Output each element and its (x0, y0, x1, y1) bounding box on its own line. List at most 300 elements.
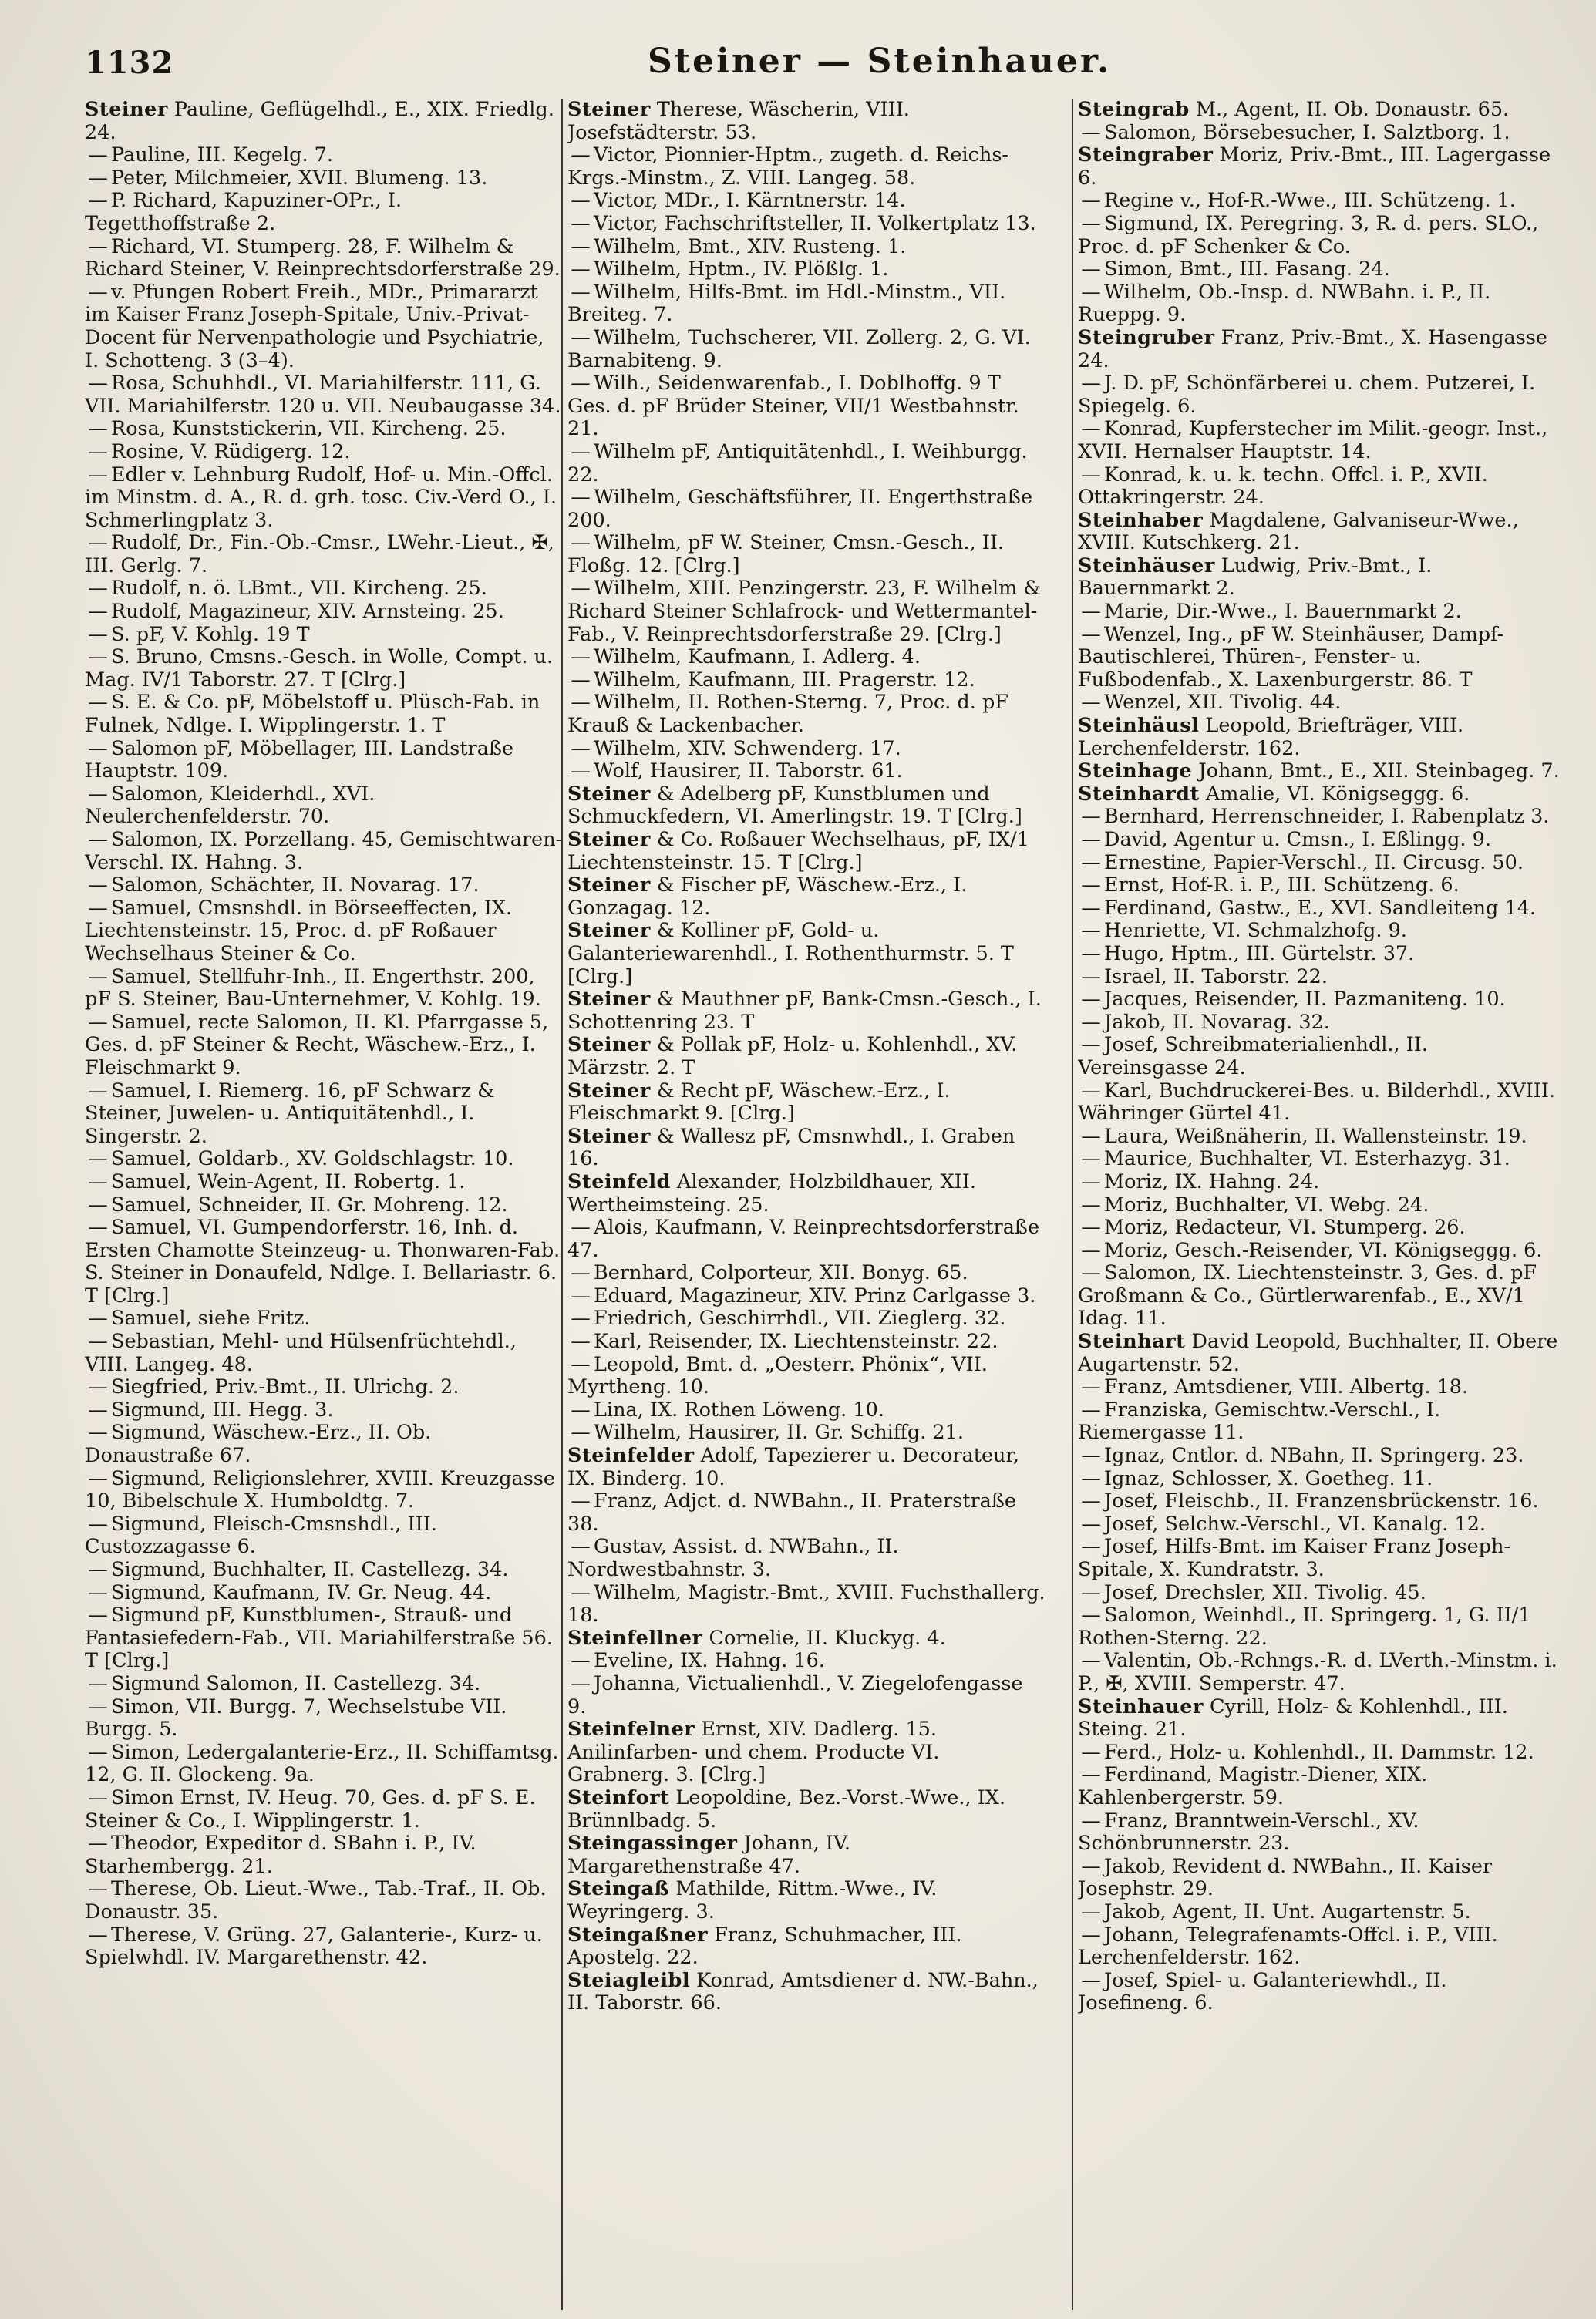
continuation-dash: — (1081, 417, 1101, 441)
directory-entry (85, 577, 563, 601)
continuation-dash: — (1081, 1535, 1101, 1559)
continuation-dash: — (88, 1466, 108, 1490)
entry-text: David Leopold, Buchhalter, II. Obere Augartenstr. 52. (1078, 1330, 1558, 1376)
continuation-dash: — (1081, 622, 1101, 646)
continuation-dash: — (1081, 1261, 1101, 1285)
entry-text: Eduard, Magazineur, XIV. Prinz Carlgasse 3. (594, 1284, 1036, 1308)
directory-entry (85, 1513, 563, 1559)
continuation-dash: — (1081, 850, 1101, 874)
directory-entry (567, 327, 1047, 372)
entry-text: Samuel, Stellfuhr-Inh., II. Engerthstr. 200, pF S. Steiner, Bau-Unternehmer, V. Kohlg. 19. (85, 964, 541, 1011)
entry-text: & Adelberg pF, Kunstblumen und Schmuckfedern, VI. Amerlingstr. 19. T [Clrg.] (567, 782, 1022, 829)
entry-text: Alexander, Holzbildhauer, XII. Wertheimsteing. 25. (567, 1170, 976, 1217)
continuation-dash: — (1081, 691, 1101, 715)
continuation-dash: — (1081, 1580, 1101, 1604)
directory-entry (85, 236, 563, 281)
entry-surname: Steingaßner (567, 1923, 709, 1947)
directory-entry (85, 281, 563, 372)
continuation-dash: — (88, 1398, 108, 1422)
entry-text: Wilhelm, Kaufmann, I. Adlerg. 4. (594, 645, 921, 669)
continuation-dash: — (571, 1489, 591, 1513)
directory-entry (567, 1787, 1047, 1833)
directory-entry (1078, 1262, 1562, 1331)
entry-text: Josef, Spiel- u. Galanteriewhdl., II. Josefineng. 6. (1078, 1968, 1447, 2015)
directory-entry (567, 1627, 1047, 1651)
entry-text: Konrad, k. u. k. techn. Offcl. i. P., XVII. Ottakringerstr. 24. (1078, 463, 1488, 510)
continuation-dash: — (88, 691, 108, 715)
entry-text: Simon, VII. Burgg. 7, Wechselstube VII. Burgg. 5. (85, 1695, 507, 1742)
directory-entry (1078, 1217, 1562, 1240)
entry-text: Jakob, Agent, II. Unt. Augartenstr. 5. (1104, 1900, 1471, 1924)
directory-entry (1078, 1742, 1562, 1765)
directory-entry (1078, 1399, 1562, 1445)
entry-surname: Steiagleibl (567, 1968, 691, 1992)
entry-text: Wilhelm, Bmt., XIV. Rusteng. 1. (594, 234, 907, 258)
entry-text: Laura, Weißnäherin, II. Wallensteinstr. 19. (1104, 1124, 1527, 1148)
directory-entry (1078, 418, 1562, 463)
directory-entry (1078, 806, 1562, 829)
directory-entry (85, 1376, 563, 1399)
entry-surname: Steingruber (1078, 325, 1215, 349)
continuation-dash: — (571, 1535, 591, 1559)
directory-entry (567, 1285, 1047, 1308)
directory-entry (567, 1126, 1047, 1171)
entry-text: Wilh., Seidenwarenfab., I. Doblhoffg. 9 T Ges. d. pF Brüder Steiner, VII/1 Westbahnstr. 21. (567, 372, 1019, 441)
entry-text: Sigmund, Religionslehrer, XVIII. Kreuzgasse 10, Bibelschule X. Humboldtg. 7. (85, 1466, 555, 1513)
entry-text: Johann, Bmt., E., XII. Steinbageg. 7. (1198, 759, 1560, 783)
column-1 (85, 99, 563, 2311)
continuation-dash: — (88, 1671, 108, 1695)
entry-text: Therese, Ob. Lieut.-Wwe., Tab.-Traf., II. Ob. Donaustr. 35. (85, 1877, 547, 1924)
entry-text: Wolf, Hausirer, II. Taborstr. 61. (594, 759, 903, 783)
directory-entry (567, 1718, 1047, 1787)
directory-entry (85, 601, 563, 624)
continuation-dash: — (88, 1832, 108, 1856)
directory-entry (567, 1080, 1047, 1126)
entry-text: Therese, Wäscherin, VIII. Josefstädterstr. 53. (567, 99, 910, 144)
directory-entry (85, 738, 563, 783)
continuation-dash: — (1081, 1512, 1101, 1536)
continuation-dash: — (1081, 988, 1101, 1011)
entry-text: Rosa, Kunststickerin, VII. Kircheng. 25. (111, 417, 507, 441)
entry-text: Jacques, Reisender, II. Pazmaniteng. 10. (1104, 988, 1506, 1011)
continuation-dash: — (88, 1147, 108, 1171)
directory-entry (1078, 1490, 1562, 1513)
continuation-dash: — (571, 1421, 591, 1445)
entry-text: Israel, II. Taborstr. 22. (1104, 964, 1328, 988)
continuation-dash: — (88, 1558, 108, 1581)
entry-text: Salomon, Kleiderhdl., XVI. Neulerchenfelderstr. 70. (85, 782, 375, 829)
directory-entry (567, 920, 1047, 988)
entry-text: Wilhelm, Magistr.-Bmt., XVIII. Fuchsthallerg. 18. (567, 1580, 1045, 1627)
entry-text: Sigmund Salomon, II. Castellezg. 34. (111, 1671, 481, 1695)
entry-text: Salomon, Schächter, II. Novarag. 17. (111, 873, 480, 897)
directory-entry (1078, 1194, 1562, 1217)
entry-text: Samuel, VI. Gumpendorferstr. 16, Inh. d. Ersten Chamotte Steinzeug- u. Thonwaren-Fab. S. Steiner in Donaufeld, Ndlge. I. Bellariastr. 6. T [Clrg.] (85, 1216, 561, 1308)
directory-entry (1078, 852, 1562, 875)
directory-entry (85, 829, 563, 874)
directory-entry (567, 874, 1047, 920)
continuation-dash: — (88, 531, 108, 555)
entry-text: & Wallesz pF, Cmsnwhdl., I. Graben 16. (567, 1124, 1015, 1171)
entry-text: Sigmund, Wäschew.-Erz., II. Ob. Donaustraße 67. (85, 1421, 432, 1468)
continuation-dash: — (88, 189, 108, 213)
entry-text: Wilhelm, Tuchscherer, VII. Zollerg. 2, G. VI. Barnabiteng. 9. (567, 325, 1031, 372)
directory-entry (1078, 1536, 1562, 1581)
directory-entry (567, 1034, 1047, 1079)
directory-entry (85, 1787, 563, 1833)
entry-text: Victor, MDr., I. Kärntnerstr. 14. (594, 189, 906, 213)
entry-text: Wilhelm, XIII. Penzingerstr. 23, F. Wilhelm & Richard Steiner Schlafrock- und Wettermantel-Fab., V. Reinprechtsdorferstraße 29. [Clrg.] (567, 577, 1042, 646)
directory-entry (567, 236, 1047, 259)
continuation-dash: — (1081, 873, 1101, 897)
directory-entry (1078, 624, 1562, 692)
continuation-dash: — (571, 1216, 591, 1240)
entry-surname: Steinfellner (567, 1626, 703, 1650)
entry-text: S. E. & Co. pF, Möbelstoff u. Plüsch-Fab. in Fulnek, Ndlge. I. Wipplingerstr. 1. T (85, 691, 540, 738)
entry-text: Moriz, Gesch.-Reisender, VI. Königseggg. 6. (1104, 1238, 1543, 1262)
continuation-dash: — (1081, 1740, 1101, 1764)
directory-entry (567, 692, 1047, 737)
directory-entry (85, 783, 563, 829)
continuation-dash: — (571, 280, 591, 304)
entry-text: Salomon, IX. Liechtensteinstr. 3, Ges. d. pF Großmann & Co., Gürtlerwarenfab., E., XV/1 Idag. 11. (1078, 1261, 1537, 1331)
entry-text: Wilhelm, Geschäftsführer, II. Engerthstraße 200. (567, 486, 1033, 532)
entry-text: Hugo, Hptm., III. Gürtelstr. 37. (1104, 941, 1415, 965)
directory-entry (1078, 1764, 1562, 1809)
entry-text: & Mauthner pF, Bank-Cmsn.-Gesch., I. Schottenring 23. T (567, 988, 1042, 1034)
continuation-dash: — (88, 463, 108, 486)
entry-text: Salomon pF, Möbellager, III. Landstraße Hauptstr. 109. (85, 736, 514, 783)
continuation-dash: — (571, 645, 591, 669)
directory-entry (567, 532, 1047, 577)
directory-entry (85, 874, 563, 897)
entry-surname: Steinfort (567, 1786, 670, 1809)
entry-text: Lina, IX. Rothen Löweng. 10. (594, 1398, 884, 1422)
continuation-dash: — (1081, 896, 1101, 920)
entry-text: Mathilde, Rittm.-Wwe., IV. Weyringerg. 3. (567, 1877, 938, 1924)
directory-entry (1078, 1650, 1562, 1695)
directory-entry (1078, 1011, 1562, 1035)
directory-entry (1078, 464, 1562, 510)
continuation-dash: — (1081, 805, 1101, 829)
directory-entry (1078, 258, 1562, 281)
entry-text: Johann, IV. Margarethenstraße 47. (567, 1832, 850, 1878)
directory-entry (567, 441, 1047, 486)
directory-entry (85, 1559, 563, 1582)
entry-text: Franz, Branntwein-Verschl., XV. Schönbrunnerstr. 23. (1078, 1809, 1419, 1856)
entry-text: Maurice, Buchhalter, VI. Esterhazyg. 31. (1104, 1147, 1510, 1171)
continuation-dash: — (1081, 1854, 1101, 1878)
entry-text: Samuel, Wein-Agent, II. Robertg. 1. (111, 1170, 466, 1193)
continuation-dash: — (1081, 1398, 1101, 1422)
continuation-dash: — (88, 417, 108, 441)
entry-surname: Steinhäusl (1078, 714, 1200, 738)
continuation-dash: — (1081, 1193, 1101, 1217)
continuation-dash: — (88, 1877, 108, 1901)
continuation-dash: — (88, 1580, 108, 1604)
directory-entry (1078, 760, 1562, 783)
continuation-dash: — (1081, 1238, 1101, 1262)
directory-entry (1078, 1696, 1562, 1742)
entry-text: Theodor, Expeditor d. SBahn i. P., IV. Starhembergg. 21. (85, 1832, 476, 1878)
directory-entry (567, 783, 1047, 829)
continuation-dash: — (571, 325, 591, 349)
entry-text: Wilhelm, Hilfs-Bmt. im Hdl.-Minstm., VII. Breiteg. 7. (567, 280, 1006, 327)
entry-text: Ignaz, Cntlor. d. NBahn, II. Springerg. 23. (1104, 1444, 1524, 1468)
continuation-dash: — (88, 280, 108, 304)
running-head: Steiner — Steinhauer. (648, 42, 1112, 81)
directory-entry (85, 1582, 563, 1605)
directory-entry (1078, 213, 1562, 258)
continuation-dash: — (1081, 1489, 1101, 1513)
entry-surname: Steiner (567, 782, 651, 806)
entry-text: Eveline, IX. Hahng. 16. (594, 1649, 825, 1673)
continuation-dash: — (88, 1375, 108, 1399)
directory-entry (1078, 1034, 1562, 1079)
column-2 (567, 99, 1047, 2311)
entry-text: Ernst, Hof-R. i. P., III. Schützeng. 6. (1104, 873, 1460, 897)
directory-entry (1078, 874, 1562, 897)
directory-entry (1078, 190, 1562, 213)
entry-text: J. D. pF, Schönfärberei u. chem. Putzerei, I. Spiegelg. 6. (1078, 372, 1536, 418)
entry-text: Leopold, Briefträger, VIII. Lerchenfelderstr. 162. (1078, 714, 1464, 760)
directory-entry (85, 144, 563, 167)
entry-text: Sigmund, Kaufmann, IV. Gr. Neug. 44. (111, 1580, 492, 1604)
directory-entry (567, 1490, 1047, 1536)
continuation-dash: — (571, 1352, 591, 1376)
continuation-dash: — (571, 439, 591, 463)
entry-text: Samuel, Schneider, II. Gr. Mohreng. 12. (111, 1193, 508, 1217)
directory-entry (85, 1833, 563, 1878)
directory-entry (1078, 829, 1562, 852)
entry-text: Therese, V. Grüng. 27, Galanterie-, Kurz- u. Spielwhdl. IV. Margarethenstr. 42. (85, 1923, 543, 1970)
continuation-dash: — (88, 1512, 108, 1536)
entry-text: Franz, Adjct. d. NWBahn., II. Praterstraße 38. (567, 1489, 1016, 1536)
directory-entry (85, 1878, 563, 1924)
continuation-dash: — (571, 736, 591, 760)
directory-entry (85, 190, 563, 235)
page-number: 1132 (85, 45, 174, 81)
directory-entry (85, 1308, 563, 1331)
entry-text: Cornelie, II. Kluckyg. 4. (709, 1626, 946, 1650)
directory-entry (567, 144, 1047, 190)
entry-text: Sigmund, Buchhalter, II. Castellezg. 34. (111, 1558, 509, 1581)
entry-text: Adolf, Tapezierer u. Decorateur, IX. Binderg. 10. (567, 1444, 1019, 1490)
directory-entry (567, 738, 1047, 761)
entry-text: Samuel, recte Salomon, II. Kl. Pfarrgasse 5, Ges. d. pF Steiner & Recht, Wäschew.-Erz., I. Fleischmarkt 9. (85, 1010, 549, 1079)
directory-entry (567, 1262, 1047, 1285)
directory-entry (1078, 966, 1562, 989)
continuation-dash: — (88, 1170, 108, 1193)
continuation-dash: — (1081, 1900, 1101, 1924)
entry-text: Konrad, Amtsdiener d. NW.-Bahn., II. Taborstr. 66. (567, 1968, 1039, 2015)
continuation-dash: — (571, 1649, 591, 1673)
directory-entry (567, 1399, 1047, 1422)
directory-entry (1078, 1604, 1562, 1650)
continuation-dash: — (88, 828, 108, 851)
entry-text: Wilhelm pF, Antiquitätenhdl., I. Weihburgg. 22. (567, 439, 1028, 486)
entry-text: Sigmund, III. Hegg. 3. (111, 1398, 334, 1422)
entry-surname: Steiner (567, 828, 651, 851)
entry-text: M., Agent, II. Ob. Donaustr. 65. (1195, 99, 1510, 121)
entry-text: Salomon, IX. Porzellang. 45, Gemischtwaren-Verschl. IX. Hahng. 3. (85, 828, 563, 874)
entry-text: v. Pfungen Robert Freih., MDr., Primararzt im Kaiser Franz Joseph-Spitale, Univ.-Privat-Docent für Nervenpathologie und Psychiatrie, I. Schotteng. 3 (3–4). (85, 280, 544, 372)
entry-text: Richard, VI. Stumperg. 28, F. Wilhelm & Richard Steiner, V. Reinprechtsdorferstraße 29. (85, 234, 561, 281)
directory-entry (1078, 372, 1562, 418)
entry-text: Henriette, VI. Schmalzhofg. 9. (1104, 919, 1407, 943)
entry-text: Amalie, VI. Königseggg. 6. (1205, 782, 1470, 806)
continuation-dash: — (1081, 372, 1101, 395)
column-3 (1078, 99, 1562, 2311)
continuation-dash: — (1081, 211, 1101, 235)
entry-text: Salomon, Börsebesucher, I. Salztborg. 1. (1104, 120, 1510, 144)
directory-entry (567, 1171, 1047, 1217)
directory-entry (85, 1217, 563, 1308)
entry-text: Sigmund, IX. Peregring. 3, R. d. pers. SLO., Proc. d. pF Schenker & Co. (1078, 211, 1539, 258)
continuation-dash: — (571, 211, 591, 235)
continuation-dash: — (88, 439, 108, 463)
directory-entry (1078, 1331, 1562, 1376)
continuation-dash: — (88, 873, 108, 897)
entry-text: Franz, Priv.-Bmt., X. Hasengasse 24. (1078, 325, 1548, 372)
directory-entry (1078, 99, 1562, 122)
directory-entry (85, 1468, 563, 1513)
directory-entry (85, 1011, 563, 1080)
continuation-dash: — (88, 896, 108, 920)
entry-surname: Steingraber (1078, 143, 1214, 167)
continuation-dash: — (571, 234, 591, 258)
directory-entry (1078, 1810, 1562, 1856)
directory-entry (1078, 1468, 1562, 1491)
directory-entry (567, 760, 1047, 783)
directory-entry (1078, 1171, 1562, 1194)
entry-text: & Co. Roßauer Wechselhaus, pF, IX/1 Liechtensteinstr. 15. T [Clrg.] (567, 828, 1029, 874)
continuation-dash: — (1081, 1444, 1101, 1468)
entry-text: Regine v., Hof-R.-Wwe., III. Schützeng. 1. (1104, 189, 1516, 213)
directory-entry (1078, 601, 1562, 624)
continuation-dash: — (88, 782, 108, 806)
directory-entry (1078, 510, 1562, 555)
continuation-dash: — (88, 143, 108, 167)
entry-text: P. Richard, Kapuziner-OPr., I. Tegetthoffstraße 2. (85, 189, 402, 235)
entry-text: Karl, Buchdruckerei-Bes. u. Bilderhdl., XVIII. Währinger Gürtel 41. (1078, 1079, 1556, 1126)
directory-entry (1078, 1970, 1562, 2015)
entry-text: Josef, Schreibmaterialienhdl., II. Vereinsgasse 24. (1078, 1033, 1428, 1079)
entry-text: S. pF, V. Kohlg. 19 T (111, 622, 310, 646)
entry-text: Simon, Bmt., III. Fasang. 24. (1104, 257, 1390, 281)
directory-entry (85, 99, 563, 144)
entry-text: David, Agentur u. Cmsn., I. Eßlingg. 9. (1104, 828, 1491, 851)
continuation-dash: — (1081, 1124, 1101, 1148)
entry-text: Alois, Kaufmann, V. Reinprechtsdorferstraße 47. (567, 1216, 1040, 1262)
entry-text: Rudolf, Magazineur, XIV. Arnsteing. 25. (111, 600, 504, 624)
continuation-dash: — (1081, 1010, 1101, 1034)
continuation-dash: — (88, 234, 108, 258)
directory-entry (1078, 1582, 1562, 1605)
continuation-dash: — (88, 166, 108, 190)
directory-entry (567, 372, 1047, 441)
directory-entry (1078, 943, 1562, 966)
directory-entry (567, 1445, 1047, 1490)
continuation-dash: — (88, 622, 108, 646)
directory-entry (567, 1354, 1047, 1399)
column-divider (1072, 99, 1073, 2310)
directory-entry (1078, 1080, 1562, 1126)
directory-entry (85, 1171, 563, 1194)
entry-text: Wenzel, Ing., pF W. Steinhäuser, Dampf-Bautischlerei, Thüren-, Fenster- u. Fußbodenfab., X. Laxenburgerstr. 86. T (1078, 622, 1504, 692)
directory-entry (85, 167, 563, 190)
continuation-dash: — (571, 531, 591, 555)
entry-text: Moriz, IX. Hahng. 24. (1104, 1170, 1320, 1193)
entry-text: Rudolf, Dr., Fin.-Ob.-Cmsr., LWehr.-Lieut., ✠, III. Gerlg. 7. (85, 531, 554, 577)
entry-surname: Steiner (567, 99, 651, 121)
directory-entry (567, 1217, 1047, 1262)
directory-entry (85, 692, 563, 737)
directory-entry (567, 1673, 1047, 1718)
directory-entry (85, 532, 563, 577)
entry-text: Ignaz, Schlosser, X. Goetheg. 11. (1104, 1466, 1433, 1490)
continuation-dash: — (88, 1740, 108, 1764)
continuation-dash: — (88, 1923, 108, 1947)
continuation-dash: — (1081, 1968, 1101, 1992)
entry-text: Marie, Dir.-Wwe., I. Bauernmarkt 2. (1104, 600, 1462, 624)
directory-entry (1078, 144, 1562, 190)
continuation-dash: — (571, 189, 591, 213)
directory-entry (567, 190, 1047, 213)
entry-text: S. Bruno, Cmsns.-Gesch. in Wolle, Compt. u. Mag. IV/1 Taborstr. 27. T [Clrg.] (85, 645, 554, 692)
continuation-dash: — (1081, 1809, 1101, 1833)
directory-entry (567, 281, 1047, 327)
directory-entry (85, 1148, 563, 1171)
continuation-dash: — (88, 1604, 108, 1627)
directory-entry (85, 1924, 563, 1970)
continuation-dash: — (1081, 1763, 1101, 1787)
continuation-dash: — (1081, 964, 1101, 988)
directory-entry (567, 99, 1047, 144)
entry-text: Rudolf, n. ö. LBmt., VII. Kircheng. 25. (111, 577, 487, 601)
entry-text: Samuel, Cmsnshdl. in Börseeffecten, IX. Liechtensteinstr. 15, Proc. d. pF Roßauer Wechselhaus Steiner & Co. (85, 896, 513, 965)
directory-entry (1078, 988, 1562, 1011)
directory-entry (85, 1742, 563, 1787)
directory-entry (567, 1970, 1047, 2015)
entry-text: Leopoldine, Bez.-Vorst.-Wwe., IX. Brünnlbadg. 5. (567, 1786, 1006, 1833)
continuation-dash: — (1081, 1649, 1101, 1673)
entry-text: Friedrich, Geschirrhdl., VII. Zieglerg. 32. (594, 1307, 1006, 1331)
entry-text: Moriz, Priv.-Bmt., III. Lagergasse 6. (1078, 143, 1551, 190)
entry-text: Wilhelm, Kaufmann, III. Pragerstr. 12. (594, 668, 975, 692)
directory-entry (567, 213, 1047, 236)
directory-entry (1078, 1856, 1562, 1901)
entry-text: Moriz, Redacteur, VI. Stumperg. 26. (1104, 1216, 1466, 1240)
entry-text: Wilhelm, XIV. Schwenderg. 17. (594, 736, 901, 760)
entry-text: Magdalene, Galvaniseur-Wwe., XVIII. Kutschkerg. 21. (1078, 508, 1519, 555)
entry-surname: Steinhardt (1078, 782, 1200, 806)
continuation-dash: — (88, 1193, 108, 1217)
entry-text: Johanna, Victualienhdl., V. Ziegelofengasse 9. (567, 1671, 1023, 1718)
entry-text: Cyrill, Holz- & Kohlenhdl., III. Steing. 21. (1078, 1695, 1508, 1742)
entry-text: Ludwig, Priv.-Bmt., I. Bauernmarkt 2. (1078, 554, 1433, 601)
continuation-dash: — (88, 577, 108, 601)
entry-text: Gustav, Assist. d. NWBahn., II. Nordwestbahnstr. 3. (567, 1535, 899, 1581)
entry-text: Siegfried, Priv.-Bmt., II. Ulrichg. 2. (111, 1375, 460, 1399)
entry-surname: Steinfelner (567, 1718, 695, 1742)
directory-entry (1078, 327, 1562, 372)
continuation-dash: — (88, 1216, 108, 1240)
directory-entry (567, 1582, 1047, 1627)
continuation-dash: — (1081, 1375, 1101, 1399)
entry-text: Wilhelm, Hptm., IV. Plößlg. 1. (594, 257, 889, 281)
